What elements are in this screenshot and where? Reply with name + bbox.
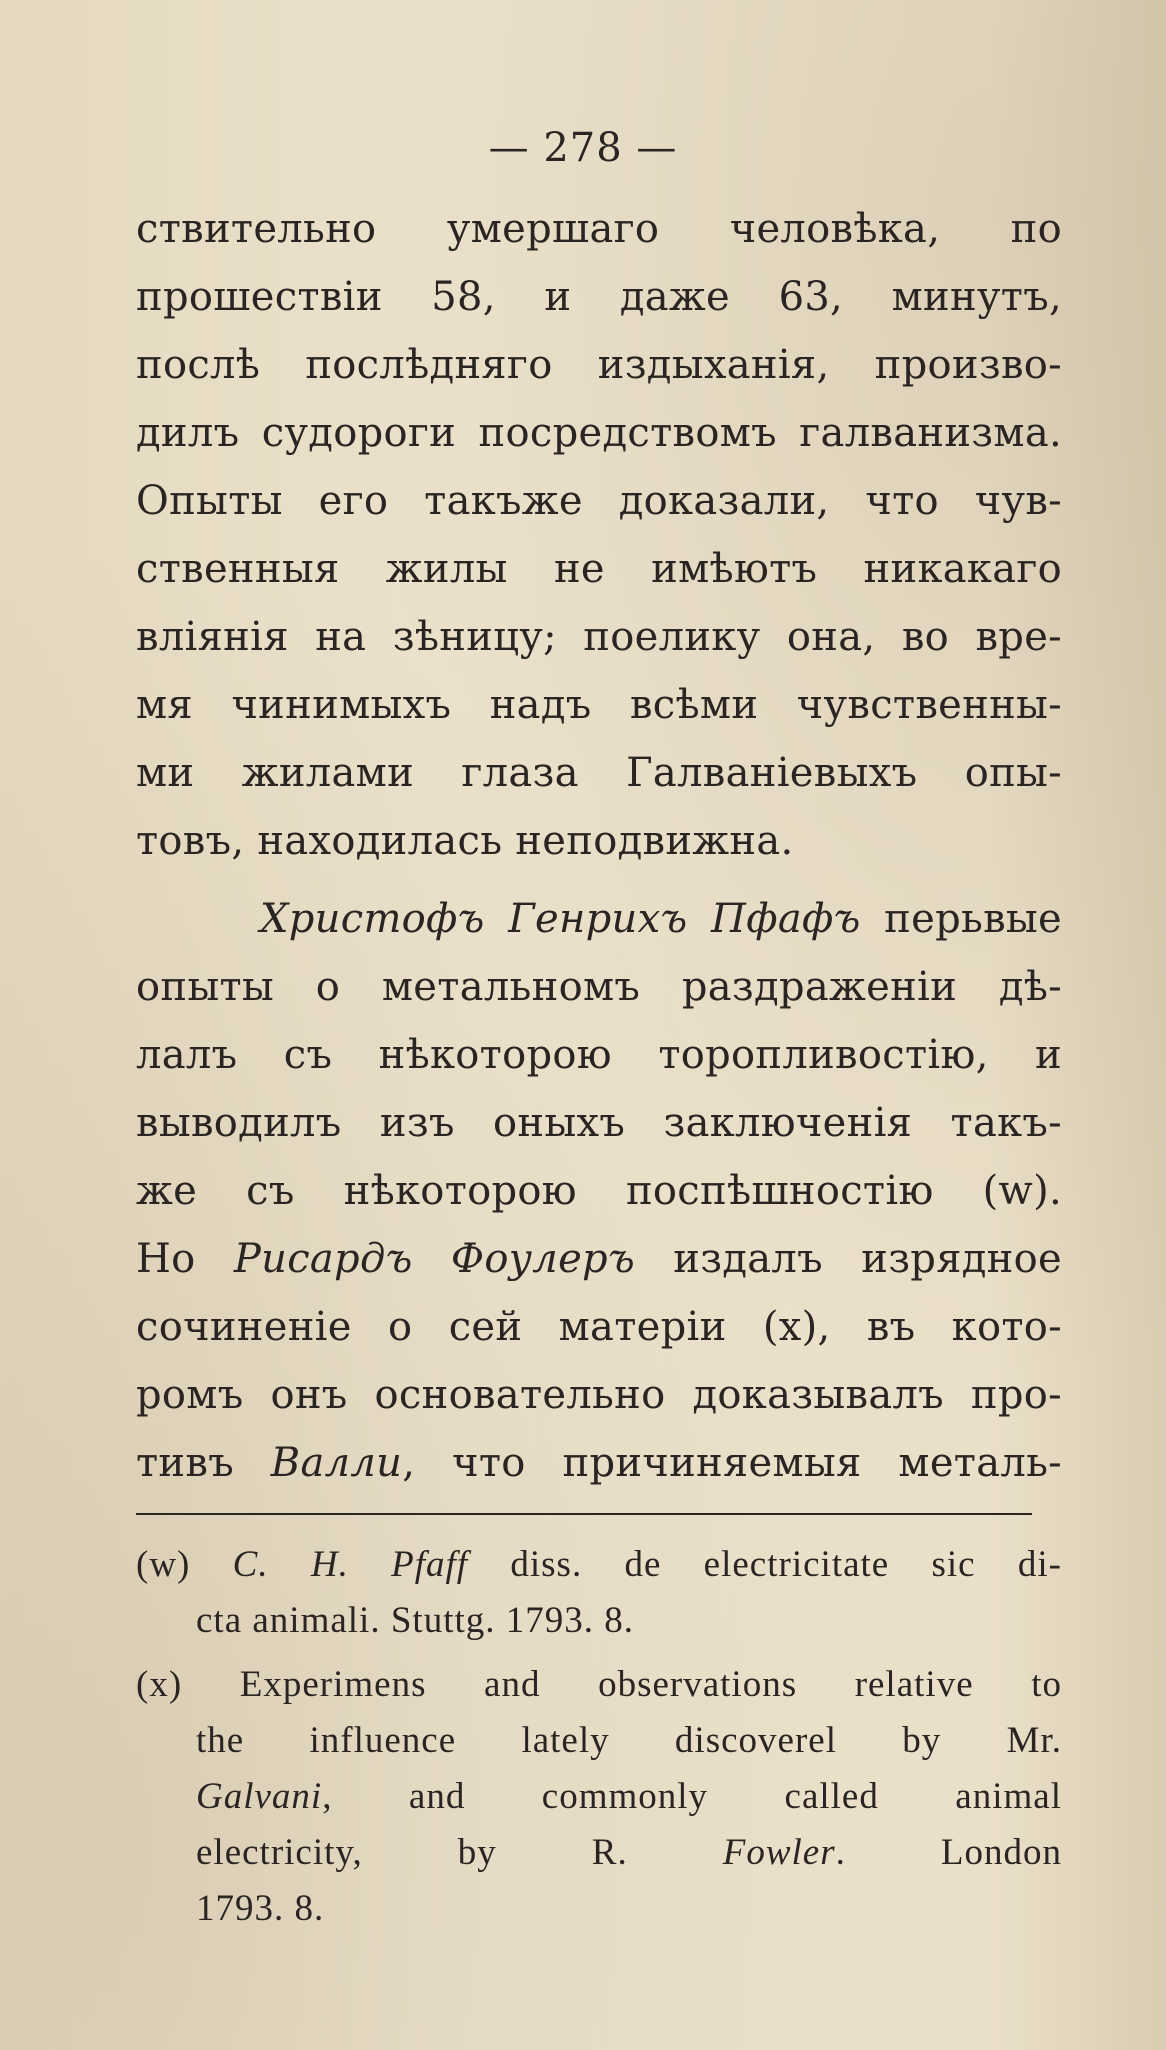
paragraph-gap <box>136 875 1062 885</box>
paragraph-2 <box>136 885 1062 1497</box>
text-line <box>136 1429 1062 1497</box>
text-line <box>136 1225 1062 1293</box>
text-line: опыты о метальномъ раздраженіи дѣ- <box>136 964 1062 1010</box>
footnote-line <box>136 1769 1062 1825</box>
page-number: — 278 — <box>488 125 678 171</box>
footnote-w <box>136 1537 1062 1649</box>
footnotes <box>136 1537 1062 1937</box>
text-run: тивъ <box>136 1440 271 1486</box>
footnote-line: cta animali. Stuttg. 1793. 8. <box>196 1600 635 1641</box>
text-run: , что причиняемыя металь- <box>402 1440 1062 1486</box>
text-line: ромъ онъ основательно доказывалъ про- <box>136 1372 1062 1418</box>
text-line: товъ, находилась неподвижна. <box>136 818 794 864</box>
footnote-name-galvani: Galvani <box>196 1776 323 1817</box>
footnote-line: 1793. 8. <box>196 1888 325 1929</box>
text-run: Но <box>136 1236 234 1282</box>
footnote-name-fowler: Fowler <box>722 1832 836 1873</box>
text-run: electricity, by R. <box>196 1832 723 1873</box>
text-run: издалъ изрядное <box>634 1236 1062 1282</box>
text-run: diss. de electricitate sic di- <box>468 1544 1062 1585</box>
footnote-line <box>136 1825 1062 1881</box>
footnote-author: C. H. Pfaff <box>232 1544 469 1585</box>
text-line: ми жилами глаза Галваніевыхъ опы- <box>136 750 1062 796</box>
text-line: лалъ съ нѣкоторою торопливостію, и <box>136 1032 1062 1078</box>
author-name-valli: Валли <box>270 1440 403 1486</box>
text-line: вліянія на зѣницу; поелику она, во вре- <box>136 614 1062 660</box>
text-line: ствительно умершаго человѣка, по <box>136 206 1062 252</box>
text-line: ственныя жилы не имѣютъ никакаго <box>136 546 1062 592</box>
footnote-divider <box>136 1513 1032 1515</box>
author-name-fowler: Рисардъ Фоулеръ <box>233 1236 635 1282</box>
footnote-line: (x) Experimens and observations relative to <box>136 1664 1062 1705</box>
paragraph-1 <box>136 195 1062 875</box>
text-line: сочиненіе о сей матеріи (x), въ кото- <box>136 1304 1062 1350</box>
text-line: послѣ послѣдняго издыханія, произво- <box>136 342 1062 388</box>
footnote-line <box>136 1537 1062 1593</box>
text-run: , and commonly called animal <box>322 1776 1062 1817</box>
footnote-line: the influence lately discoverel by Mr. <box>196 1720 1062 1761</box>
footnote-x <box>136 1657 1062 1937</box>
text-line: прошествіи 58, и даже 63, минутъ, <box>136 274 1062 320</box>
author-name-pfaff: Христофъ Генрихъ Пфафъ <box>260 896 861 942</box>
text-line <box>136 885 1062 953</box>
text-line: мя чинимыхъ надъ всѣми чувственны- <box>136 682 1062 728</box>
text-line: же съ нѣкоторою поспѣшностію (w). <box>136 1168 1062 1214</box>
text-line: Опыты его такъже доказали, что чув- <box>136 478 1062 524</box>
text-line: выводилъ изъ оныхъ заключенія такъ- <box>136 1100 1062 1146</box>
text-run: . London <box>835 1832 1062 1873</box>
main-text <box>136 195 1062 1497</box>
text-line: дилъ судороги посредствомъ галванизма. <box>136 410 1062 456</box>
footnote-gap <box>136 1649 1062 1657</box>
footnote-marker: (w) <box>136 1544 233 1585</box>
text-run: перьвые <box>860 896 1062 942</box>
